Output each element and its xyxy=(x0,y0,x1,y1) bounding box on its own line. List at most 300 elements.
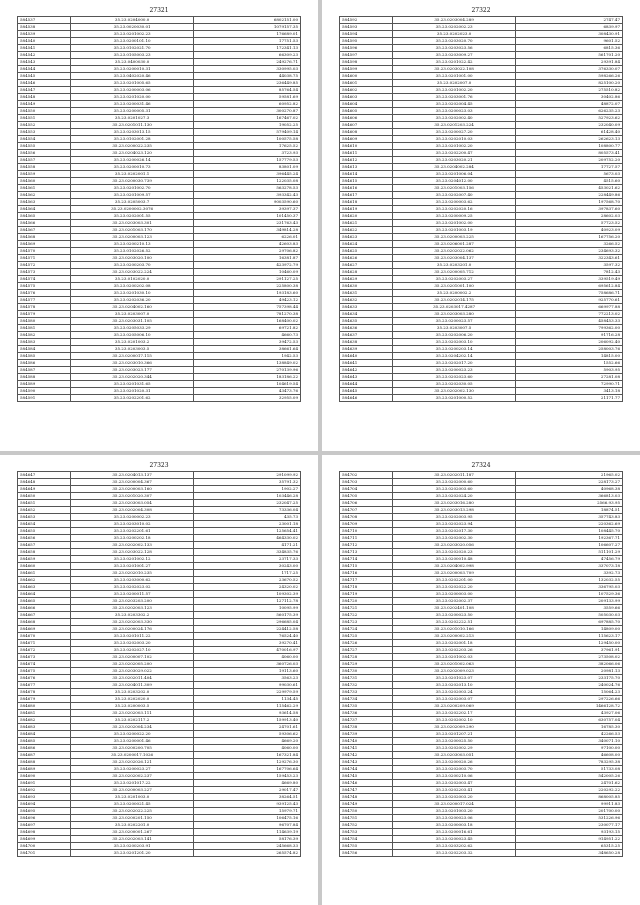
row-id-cell: 584548 xyxy=(18,94,71,101)
table-row xyxy=(340,199,623,206)
amount-cell: 106475.16 xyxy=(194,815,301,822)
table-row xyxy=(340,780,623,787)
code-cell: 35.23.0202013.10 xyxy=(393,682,516,689)
table-row xyxy=(18,283,301,290)
code-cell: 35.23.0102021.70 xyxy=(71,45,194,52)
row-id-cell: 584658 xyxy=(18,549,71,556)
row-id-cell: 584691 xyxy=(18,780,71,787)
row-id-cell: 584537 xyxy=(18,17,71,24)
amount-cell: 48872.07 xyxy=(516,101,623,108)
row-id-cell: 584616 xyxy=(340,185,393,192)
row-id-cell: 584646 xyxy=(340,395,393,402)
code-cell: 35.23.0203013.298 xyxy=(393,507,516,514)
code-cell: 35.23.0202020.344 xyxy=(71,374,194,381)
amount-cell: 66309.23 xyxy=(194,52,301,59)
table-row xyxy=(18,486,301,493)
row-id-cell: 584556 xyxy=(18,150,71,157)
code-cell: 35.23.0202009.290 xyxy=(393,724,516,731)
amount-cell: 360726.03 xyxy=(194,661,301,668)
code-cell: 35.23.0200010.31 xyxy=(71,66,194,73)
table-row xyxy=(18,724,301,731)
row-id-cell: 584543 xyxy=(18,59,71,66)
table-row xyxy=(340,507,623,514)
code-cell: 35.23.0203013.15 xyxy=(71,129,194,136)
amount-cell: 17727.57 xyxy=(516,164,623,171)
code-cell: 35.23.0201002.20 xyxy=(393,87,516,94)
table-row xyxy=(340,220,623,227)
table-row xyxy=(340,339,623,346)
table-row xyxy=(340,528,623,535)
code-cell: 35.23.0102001.28 xyxy=(71,136,194,143)
amount-cell: 275510.82 xyxy=(516,87,623,94)
code-cell: 35.23.0201022.42 xyxy=(393,59,516,66)
amount-cell: 224412.58 xyxy=(194,626,301,633)
table-row xyxy=(18,115,301,122)
table-row xyxy=(340,325,623,332)
row-id-cell: 584665 xyxy=(18,598,71,605)
amount-cell: 2747.47 xyxy=(516,17,623,24)
row-id-cell: 584696 xyxy=(18,815,71,822)
amount-cell: 781270.38 xyxy=(194,311,301,318)
row-id-cell: 584633 xyxy=(340,304,393,311)
amount-cell: 167321.84 xyxy=(194,752,301,759)
row-id-cell: 584746 xyxy=(340,780,393,787)
row-id-cell: 584734 xyxy=(340,696,393,703)
table-row xyxy=(340,388,623,395)
table-row xyxy=(18,514,301,521)
code-cell: 35.23.0200017.024 xyxy=(393,801,516,808)
amount-cell: 209133.99 xyxy=(516,598,623,605)
table-row xyxy=(340,381,623,388)
table-row xyxy=(18,157,301,164)
code-cell: 35.23.0202010.03 xyxy=(393,136,516,143)
table-row xyxy=(340,710,623,717)
page-title: 27321 xyxy=(149,7,169,14)
table-row xyxy=(340,647,623,654)
table-row xyxy=(340,577,623,584)
code-cell: 35.23.0202002.133 xyxy=(71,542,194,549)
code-cell: 35.23.0202005.200 xyxy=(71,661,194,668)
table-row xyxy=(340,591,623,598)
amount-cell: 57723.52 xyxy=(516,220,623,227)
amount-cell: 6815.36 xyxy=(516,45,623,52)
row-id-cell: 584723 xyxy=(340,619,393,626)
code-cell: 35.23.0202017.20 xyxy=(393,360,516,367)
row-id-cell: 584716 xyxy=(340,570,393,577)
code-cell: 35.23.0203009.27 xyxy=(393,52,516,59)
amount-cell: 10460.09 xyxy=(194,269,301,276)
code-cell: 35.23.0200023.27 xyxy=(71,766,194,773)
amount-cell: 20981.13 xyxy=(516,668,623,675)
code-cell: 35.23.0202002.29 xyxy=(393,745,516,752)
row-id-cell: 584641 xyxy=(340,360,393,367)
code-cell: 35.23.0203017.4287 xyxy=(393,304,516,311)
table-row xyxy=(340,213,623,220)
code-cell: 35.23.0202003.330 xyxy=(71,619,194,626)
table-row xyxy=(340,262,623,269)
table-row xyxy=(18,794,301,801)
code-cell: 35.23.0201020.31 xyxy=(71,388,194,395)
code-cell: 35.23.0202002.130 xyxy=(393,388,516,395)
table-row xyxy=(340,724,623,731)
table-row xyxy=(18,801,301,808)
row-id-cell: 584703 xyxy=(340,479,393,486)
code-cell: 35.23.0203023.177 xyxy=(71,367,194,374)
table-row xyxy=(18,717,301,724)
code-cell: 35.23.0202006.20 xyxy=(393,332,516,339)
amount-cell: 1942.53 xyxy=(194,353,301,360)
table-row xyxy=(18,647,301,654)
code-cell: 35.23.0202003.27 xyxy=(393,276,516,283)
row-id-cell: 584654 xyxy=(18,521,71,528)
row-id-cell: 584660 xyxy=(18,563,71,570)
row-id-cell: 584639 xyxy=(340,346,393,353)
row-id-cell: 584727 xyxy=(340,647,393,654)
code-cell: 35.23.0200023.23 xyxy=(393,367,516,374)
row-id-cell: 584711 xyxy=(340,535,393,542)
row-id-cell: 584606 xyxy=(340,115,393,122)
row-id-cell: 584745 xyxy=(340,773,393,780)
code-cell: 35.23.0202011.404 xyxy=(71,675,194,682)
row-id-cell: 584748 xyxy=(340,794,393,801)
row-id-cell: 584688 xyxy=(18,759,71,766)
row-id-cell: 584549 xyxy=(18,101,71,108)
amount-cell: 42266.53 xyxy=(516,731,623,738)
row-id-cell: 584612 xyxy=(340,157,393,164)
table-row xyxy=(18,325,301,332)
row-id-cell: 584728 xyxy=(340,654,393,661)
code-cell: 35.23.0200016.61 xyxy=(393,829,516,836)
amount-cell: 357743.83 xyxy=(516,514,623,521)
amount-cell: 396445.24 xyxy=(194,171,301,178)
amount-cell: 2566.93.95 xyxy=(516,500,623,507)
amount-cell: 511101.29 xyxy=(516,549,623,556)
row-id-cell: 584573 xyxy=(18,269,71,276)
row-id-cell: 584597 xyxy=(340,52,393,59)
table-row xyxy=(18,52,301,59)
row-id-cell: 584637 xyxy=(340,332,393,339)
amount-cell: 4171.21 xyxy=(194,542,301,549)
amount-cell: 40968.38 xyxy=(516,486,623,493)
table-row xyxy=(18,318,301,325)
table-row xyxy=(340,689,623,696)
amount-cell: 464330.02 xyxy=(194,535,301,542)
code-cell: 35.23.0202117.2 xyxy=(71,717,194,724)
table-row xyxy=(18,360,301,367)
table-row xyxy=(340,759,623,766)
amount-cell: 233175.70 xyxy=(516,675,623,682)
page-4 xyxy=(322,455,640,905)
code-cell: 35.23.0202002.237 xyxy=(71,773,194,780)
amount-cell: 435.73 xyxy=(194,514,301,521)
row-id-cell: 584607 xyxy=(340,122,393,129)
table-row xyxy=(340,80,623,87)
row-id-cell: 584731 xyxy=(340,675,393,682)
code-cell: 35.23.0201003.0 xyxy=(71,794,194,801)
amount-cell: 6226.01 xyxy=(194,234,301,241)
amount-cell: 30402.86 xyxy=(516,94,623,101)
amount-cell: 176689.01 xyxy=(194,31,301,38)
table-row xyxy=(18,640,301,647)
amount-cell: 273508.02 xyxy=(516,654,623,661)
amount-cell: 669977.88 xyxy=(516,304,623,311)
row-id-cell: 584664 xyxy=(18,591,71,598)
amount-cell: 15979.71 xyxy=(194,808,301,815)
table-row xyxy=(18,703,301,710)
amount-cell: 697885.70 xyxy=(516,619,623,626)
row-id-cell: 584557 xyxy=(18,157,71,164)
code-cell: 35.23.0202017.30 xyxy=(393,528,516,535)
table-row xyxy=(340,150,623,157)
code-cell: 35.23.0200010.73 xyxy=(71,164,194,171)
amount-cell: 825100.20 xyxy=(516,80,623,87)
table-row xyxy=(340,129,623,136)
row-id-cell: 584709 xyxy=(340,521,393,528)
amount-cell: 4060.00 xyxy=(194,654,301,661)
amount-cell: 38661.64 xyxy=(194,346,301,353)
amount-cell: 3563.23 xyxy=(194,675,301,682)
code-cell: 35.23.0201002.23 xyxy=(71,31,194,38)
row-id-cell: 584562 xyxy=(18,192,71,199)
data-table xyxy=(339,16,623,402)
amount-cell: 24701.61 xyxy=(194,724,301,731)
amount-cell: 382066.06 xyxy=(516,661,623,668)
code-cell: 35.23.0202003.141 xyxy=(71,836,194,843)
code-cell: 35.23.0202203.41 xyxy=(393,787,516,794)
table-row xyxy=(340,556,623,563)
amount-cell: 16381.87 xyxy=(194,255,301,262)
code-cell: 35.23.0202030.05 xyxy=(393,381,516,388)
row-id-cell: 584692 xyxy=(18,787,71,794)
table-row xyxy=(340,17,623,24)
row-id-cell: 584580 xyxy=(18,318,71,325)
table-row xyxy=(18,619,301,626)
amount-cell: 138849.02 xyxy=(194,360,301,367)
row-id-cell: 584553 xyxy=(18,129,71,136)
amount-cell: 44038.75 xyxy=(194,73,301,80)
amount-cell: 1902.27 xyxy=(194,486,301,493)
code-cell: 35.23.0202003.123 xyxy=(71,605,194,612)
table-row xyxy=(18,122,301,129)
amount-cell: 337073.18 xyxy=(516,563,623,570)
row-id-cell: 584613 xyxy=(340,164,393,171)
code-cell: 35.23.0204002.998 xyxy=(393,563,516,570)
code-cell: 35.23.0201006.04 xyxy=(393,171,516,178)
code-cell: 35.23.0202401.108 xyxy=(393,605,516,612)
code-cell: 35.23.0202022.062 xyxy=(393,248,516,255)
table-row xyxy=(18,255,301,262)
amount-cell: 939125.43 xyxy=(194,801,301,808)
row-id-cell: 584627 xyxy=(340,262,393,269)
table-row xyxy=(18,626,301,633)
code-cell: 35.23.0200010.48 xyxy=(393,556,516,563)
code-cell: 35.23.0202014.175 xyxy=(393,297,516,304)
row-id-cell: 584545 xyxy=(18,73,71,80)
amount-cell: 783295.38 xyxy=(516,759,623,766)
row-id-cell: 584581 xyxy=(18,325,71,332)
code-cell: 35.23.0200022.20 xyxy=(71,731,194,738)
row-id-cell: 584741 xyxy=(340,745,393,752)
table-row xyxy=(340,66,623,73)
code-cell: 35.23.0200200.705 xyxy=(71,745,194,752)
table-row xyxy=(340,367,623,374)
row-id-cell: 584602 xyxy=(340,87,393,94)
row-id-cell: 584710 xyxy=(340,528,393,535)
row-id-cell: 584601 xyxy=(340,80,393,87)
code-cell: 35.23.0201201.20 xyxy=(71,850,194,857)
code-cell: 35.23.0200022.235 xyxy=(71,143,194,150)
code-cell: 35.23.0203003.051 xyxy=(393,752,516,759)
code-cell: 35.23.0201001.27 xyxy=(71,563,194,570)
code-cell: 35.23.0203003.054 xyxy=(71,500,194,507)
table-row xyxy=(18,332,301,339)
table-row xyxy=(18,591,301,598)
amount-cell: 1552.66 xyxy=(516,360,623,367)
table-row xyxy=(18,388,301,395)
table-row xyxy=(340,598,623,605)
code-cell: 35.23.0202023.02 xyxy=(71,584,194,591)
row-id-cell: 584739 xyxy=(340,731,393,738)
amount-cell: 291099.92 xyxy=(194,472,301,479)
amount-cell: 159453.23 xyxy=(194,773,301,780)
amount-cell: 209752.20 xyxy=(516,157,623,164)
table-row xyxy=(18,206,301,213)
code-cell: 35.23.0202203.32 xyxy=(393,850,516,857)
code-cell: 35.23.0202202.17 xyxy=(393,710,516,717)
row-id-cell: 584704 xyxy=(340,486,393,493)
table-row xyxy=(340,304,623,311)
code-cell: 35.23.0200002.23 xyxy=(71,514,194,521)
row-id-cell: 584619 xyxy=(340,206,393,213)
table-row xyxy=(340,843,623,850)
amount-cell: 24701.62 xyxy=(516,780,623,787)
code-cell: 35.23.0200201.150 xyxy=(71,815,194,822)
row-id-cell: 584642 xyxy=(340,367,393,374)
row-id-cell: 584644 xyxy=(340,381,393,388)
row-id-cell: 584592 xyxy=(340,17,393,24)
code-cell: 35.23.0202023.0 xyxy=(393,31,516,38)
table-row xyxy=(340,108,623,115)
row-id-cell: 584681 xyxy=(18,710,71,717)
code-cell: 35.23.0203000.62 xyxy=(71,577,194,584)
row-id-cell: 584672 xyxy=(18,647,71,654)
table-row xyxy=(18,185,301,192)
code-cell: 35.23.0203003.280 xyxy=(393,311,516,318)
row-id-cell: 584724 xyxy=(340,626,393,633)
amount-cell: 6839.97 xyxy=(516,24,623,31)
row-id-cell: 584744 xyxy=(340,766,393,773)
amount-cell: 228173.27 xyxy=(516,479,623,486)
amount-cell: 3723.93 xyxy=(194,150,301,157)
table-row xyxy=(18,234,301,241)
row-id-cell: 584649 xyxy=(18,486,71,493)
code-cell: 35.23.0200202.18 xyxy=(71,535,194,542)
code-cell: 35.23.0202201.61 xyxy=(71,528,194,535)
row-id-cell: 584559 xyxy=(18,171,71,178)
row-id-cell: 584650 xyxy=(18,493,71,500)
row-id-cell: 584638 xyxy=(340,339,393,346)
amount-cell: 16785.30 xyxy=(516,724,623,731)
amount-cell: 27281.08 xyxy=(516,374,623,381)
amount-cell: 322343.61 xyxy=(516,255,623,262)
amount-cell: 51733.08 xyxy=(516,766,623,773)
table-row xyxy=(18,675,301,682)
table-row xyxy=(18,759,301,766)
table-row xyxy=(18,752,301,759)
code-cell: 35.23.0200003.62 xyxy=(393,199,516,206)
code-cell: 35.23.0105003.23 xyxy=(71,52,194,59)
row-id-cell: 584729 xyxy=(340,661,393,668)
code-cell: 35.23.0203004.289 xyxy=(393,17,516,24)
table-row xyxy=(18,129,301,136)
amount-cell: 758686.71 xyxy=(516,290,623,297)
code-cell: 35.23.0204012.00 xyxy=(393,178,516,185)
code-cell: 35.23.0202001.1 xyxy=(71,171,194,178)
code-cell: 35.23.0202023.60 xyxy=(393,374,516,381)
table-row xyxy=(340,24,623,31)
table-row xyxy=(18,311,301,318)
amount-cell: 193183.60 xyxy=(194,290,301,297)
amount-cell: 228449.86 xyxy=(516,192,623,199)
code-cell: 35.23.0202011.187 xyxy=(393,472,516,479)
table-row xyxy=(340,626,623,633)
amount-cell: 91716.28 xyxy=(516,332,623,339)
code-cell: 35.23.0202002.40 xyxy=(393,115,516,122)
code-cell: 35.23.0200101.10 xyxy=(71,38,194,45)
code-cell: 35.23.0204011.309 xyxy=(71,682,194,689)
amount-cell: 14815.00 xyxy=(516,353,623,360)
page-title: 27323 xyxy=(149,462,169,469)
table-row xyxy=(340,500,623,507)
table-row xyxy=(340,269,623,276)
amount-cell: 109302.39 xyxy=(194,591,301,598)
table-row xyxy=(18,38,301,45)
amount-cell: 42603.83 xyxy=(194,241,301,248)
table-row xyxy=(18,59,301,66)
row-id-cell: 584697 xyxy=(18,822,71,829)
code-cell: 35.23.0203010.366 xyxy=(71,360,194,367)
row-id-cell: 584679 xyxy=(18,696,71,703)
code-cell: 35.23.0202002.10 xyxy=(393,717,516,724)
code-cell: 35.23.0200007.102 xyxy=(71,654,194,661)
code-cell: 35.23.0200023.06 xyxy=(393,815,516,822)
row-id-cell: 584631 xyxy=(340,290,393,297)
code-cell: 35.23.0203007.5 xyxy=(393,325,516,332)
table-row xyxy=(18,682,301,689)
row-id-cell: 584668 xyxy=(18,619,71,626)
amount-cell: 59581.69 xyxy=(194,94,301,101)
code-cell: 35.23.0203022.128 xyxy=(71,549,194,556)
table-row xyxy=(340,850,623,857)
code-cell: 35.23.0200027.20 xyxy=(393,129,516,136)
code-cell: 35.23.0102026.52 xyxy=(71,248,194,255)
row-id-cell: 584552 xyxy=(18,122,71,129)
amount-cell: 29706.82 xyxy=(194,248,301,255)
data-table xyxy=(339,471,623,857)
amount-cell: 6802151.00 xyxy=(194,17,301,24)
amount-cell: 93614.58 xyxy=(194,710,301,717)
amount-cell: 183186.22 xyxy=(194,374,301,381)
row-id-cell: 584568 xyxy=(18,234,71,241)
row-id-cell: 584563 xyxy=(18,199,71,206)
amount-cell: 458453.33 xyxy=(516,318,623,325)
row-id-cell: 584687 xyxy=(18,752,71,759)
code-cell: 35.23.0201002.03 xyxy=(393,654,516,661)
amount-cell: 28602.03 xyxy=(516,213,623,220)
code-cell: 35.23.0201017.22 xyxy=(71,780,194,787)
amount-cell: 23001.18 xyxy=(194,521,301,528)
amount-cell: 505030.03 xyxy=(516,612,623,619)
